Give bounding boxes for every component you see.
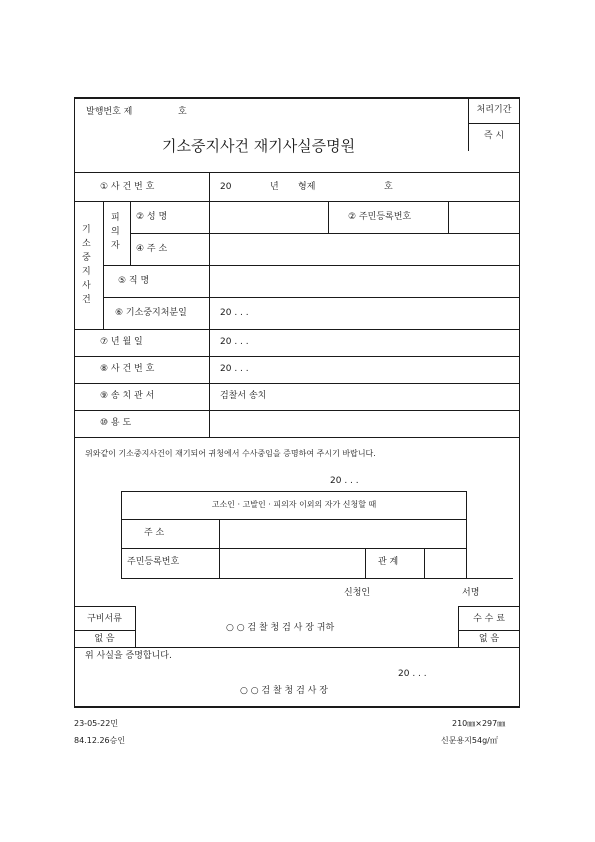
- form-code: 23-05-22민: [74, 719, 119, 728]
- address-field[interactable]: [210, 234, 519, 264]
- relation-field[interactable]: [425, 549, 465, 577]
- occupation-field[interactable]: [210, 266, 519, 296]
- case-number-type: 형제: [298, 182, 316, 192]
- addressee: ○ ○ 검 찰 청 검 사 장 귀하: [226, 623, 335, 633]
- third-party-address-label: 주 소: [144, 528, 165, 538]
- issue-number-suffix: 호: [178, 107, 187, 117]
- certify-text: 위 사실을 증명합니다.: [85, 651, 172, 661]
- request-date: 20 . . .: [330, 476, 359, 486]
- paper-size: 210㎜×297㎜: [452, 719, 506, 728]
- third-party-title: 고소인 · 고발인 · 피의자 이외의 자가 신청할 때: [211, 500, 377, 509]
- purpose-field[interactable]: [210, 411, 519, 436]
- sending-office-label: ⑨ 송 치 관 서: [100, 391, 155, 401]
- third-party-address-field[interactable]: [220, 520, 465, 547]
- suspension-date-value: 20 . . .: [220, 308, 249, 318]
- paper-type: 신문용지54g/㎡: [441, 736, 498, 745]
- case-number2-label: ⑧ 사 건 번 호: [100, 364, 155, 374]
- processing-period-value: 즉 시: [483, 131, 505, 141]
- issue-number-label: 발행번호 제: [86, 107, 133, 117]
- signature-label: 서명: [462, 588, 480, 598]
- request-statement: 위와같이 기소중지사건이 재기되어 귀청에서 수사중임을 증명하여 주시기 바랍니다.: [85, 449, 376, 458]
- name-label: ② 성 명: [136, 212, 168, 222]
- form-title: 기소중지사건 재기사실증명원: [162, 137, 356, 155]
- suspect-group-label: 피 의 자: [111, 213, 120, 251]
- purpose-label: ⑩ 용 도: [100, 418, 132, 428]
- date-value: 20 . . .: [220, 337, 249, 347]
- case-number-year-unit: 년: [270, 182, 279, 192]
- documents-value: 없 음: [94, 634, 115, 644]
- approval-date: 84.12.26승인: [74, 736, 126, 745]
- processing-period-label: 처리기간: [476, 105, 512, 115]
- case-number-label: ① 사 건 번 호: [100, 182, 155, 192]
- address-label: ④ 주 소: [136, 244, 168, 254]
- fee-label: 수 수 료: [473, 614, 505, 624]
- applicant-label: 신청인: [344, 588, 371, 598]
- suspension-date-label: ⑥ 기소중지처분일: [115, 308, 187, 318]
- third-party-resident-id-label: 주민등록번호: [127, 557, 180, 567]
- resident-id-field[interactable]: [449, 202, 519, 232]
- case-number-year: 20: [220, 182, 232, 192]
- name-field[interactable]: [210, 202, 327, 232]
- date-label: ⑦ 년 월 일: [100, 337, 143, 347]
- fee-value: 없 음: [478, 634, 500, 644]
- certifier: ○ ○ 검 찰 청 검 사 장: [240, 686, 328, 696]
- case-number2-value: 20 . . .: [220, 364, 249, 374]
- relation-label: 관 계: [378, 557, 399, 567]
- certify-date: 20 . . .: [398, 669, 427, 679]
- resident-id-label: ② 주민등록번호: [348, 212, 412, 222]
- case-number-suffix: 호: [384, 182, 393, 192]
- third-party-resident-id-field[interactable]: [220, 549, 364, 577]
- suspended-case-group-label: 기 소 중 지 사 건: [82, 225, 91, 305]
- sending-office-value: 검찰서 송치: [220, 391, 267, 401]
- occupation-label: ⑤ 직 명: [118, 276, 150, 286]
- documents-label: 구비서류: [87, 614, 122, 624]
